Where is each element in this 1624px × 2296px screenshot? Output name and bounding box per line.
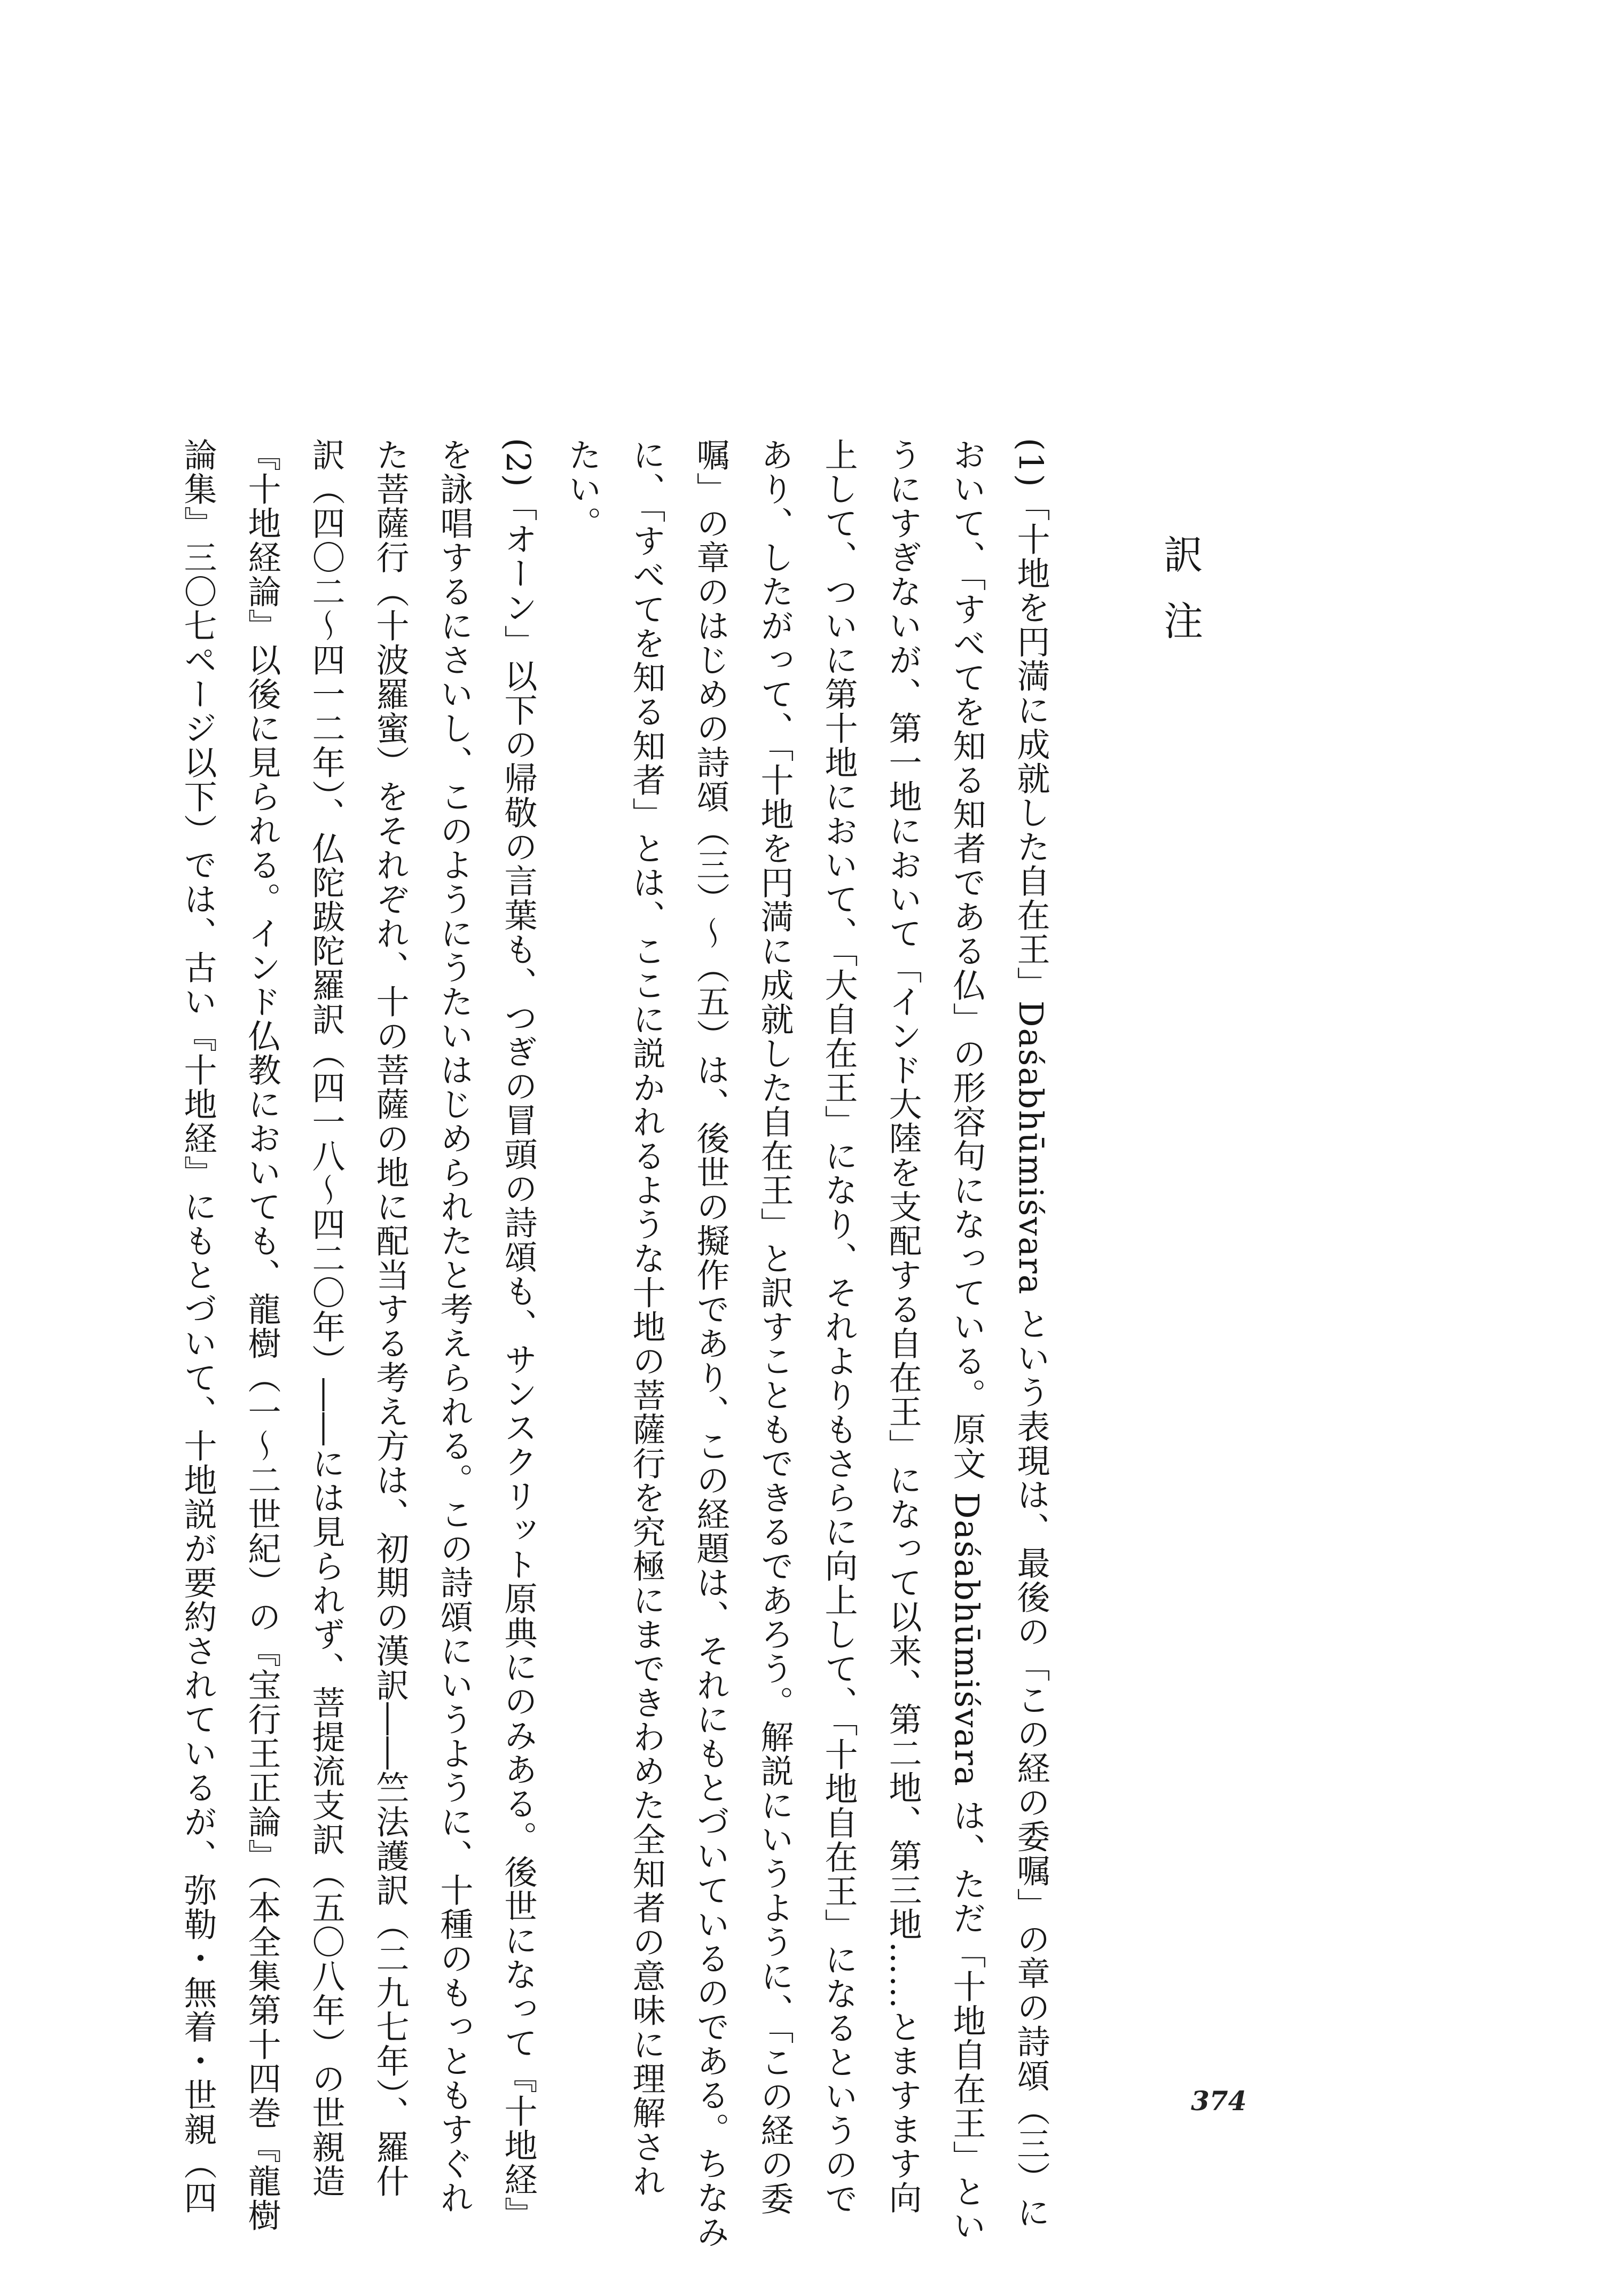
note-1-line-5: あり、したがって、「十地を円満に成就した自在王」と訳すこともできるであろう。解説にいうように、「この経の委 xyxy=(755,438,794,2216)
note-1-line-8: たい。 xyxy=(563,438,602,540)
note-2-line-6: 論集』三〇七ページ以下）では、古い『十地経』にもとづいて、十地説が要約されているが、弥勒・無着・世親（四 xyxy=(178,438,217,2215)
note-1-number: (1) xyxy=(1011,438,1050,488)
note-2-line-1: (2)「オーン」以下の帰敬の言葉も、つぎの冒頭の詩頌も、サンスクリット原典にのみある。後世になって『十地経』 xyxy=(499,438,538,2231)
note-1 xyxy=(550,438,1063,2249)
note-1-line-6: 嘱」の章のはじめの詩頌（三）～（五）は、後世の擬作であり、この経題は、それにもとづいているのである。ちなみ xyxy=(691,438,730,2249)
note-1-line-2: おいて、「すべてを知る知者である仏」の形容句になっている。原文 Daśabhūmiśvara は、ただ「十地自在王」とい xyxy=(947,438,986,2243)
note-1-line-7: に、「すべてを知る知者」とは、ここに説かれるような十地の菩薩行を究極にまできわめた全知者の意味に理解され xyxy=(627,438,666,2198)
note-2-line-5: 『十地経論』以後に見られる。インド仏教においても、龍樹（一～二世紀）の『宝行王正論』（本全集第十四巻『龍樹 xyxy=(242,438,281,2232)
note-1-line-3: うにすぎないが、第一地において「インド大陸を支配する自在王」になって以来、第二地、第三地……とますます向 xyxy=(883,438,922,2215)
notes-body xyxy=(178,438,1063,2249)
note-1-line-4: 上して、ついに第十地において、「大自在王」になり、それよりもさらに向上して、「十地自在王」になるというので xyxy=(819,438,858,2216)
note-2-line-4: 訳（四〇二～四一二年）、仏陀跋陀羅訳（四一八～四二〇年）――には見られず、菩提流支訳（五〇八年）の世親造 xyxy=(307,438,346,2198)
note-2-line-3: た菩薩行（十波羅蜜）をそれぞれ、十の菩薩の地に配当する考え方は、初期の漢訳――竺法護訳（二九七年）、羅什 xyxy=(371,438,410,2198)
note-2-number: (2) xyxy=(499,438,538,488)
notes-column xyxy=(178,438,1063,2249)
note-1-line-1: (1)「十地を円満に成就した自在王」Daśabhūmiśvara という表現は、最後の「この経の委嘱」の章の詩頌（三）に xyxy=(1011,438,1050,2230)
note-2 xyxy=(166,438,550,2232)
page-number: 374 xyxy=(1191,2085,1247,2117)
note-2-line-2: を詠唱するにさいし、このようにうたいはじめられたと考えられる。この詩頌にいうように、十種のもっともすぐれ xyxy=(435,438,474,2215)
section-heading: 訳注 xyxy=(1157,534,1203,666)
